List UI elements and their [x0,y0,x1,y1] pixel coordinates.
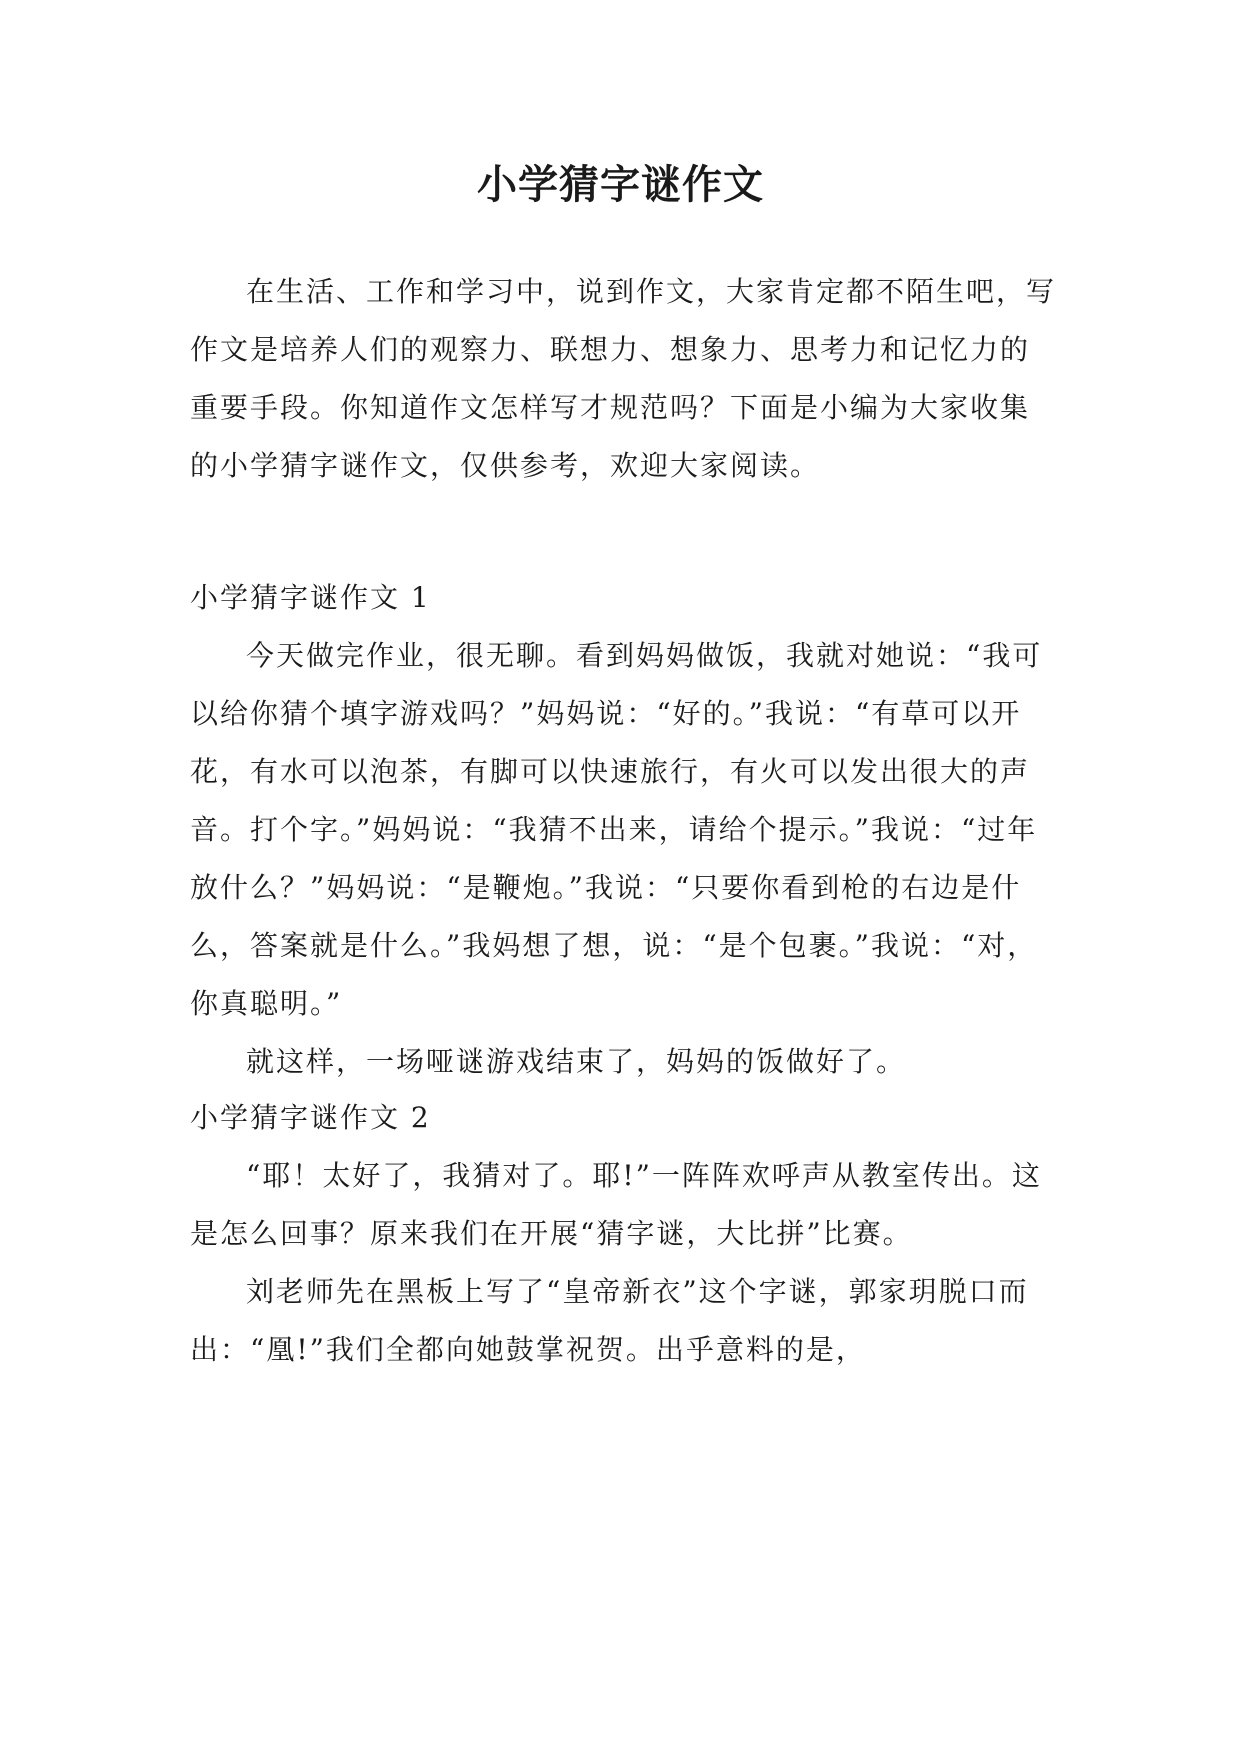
section-1-paragraph-2: 就这样，一场哑谜游戏结束了，妈妈的饭做好了。 [246,1045,907,1078]
section-2-paragraph-1: “耶！太好了，我猜对了。耶!”一阵阵欢呼声从教室传出。这是怎么回事？原来我们在开展“猜字谜，大比拼”比赛。 [190,1159,1042,1250]
intro-paragraph: 在生活、工作和学习中，说到作文，大家肯定都不陌生吧，写作文是培养人们的观察力、联想力、想象力、思考力和记忆力的重要手段。你知道作文怎样写才规范吗？下面是小编为大家收集的小学猜字谜作文，仅供参考，欢迎大家阅读。 [190,275,1057,482]
section-2-paragraph-2: 刘老师先在黑板上写了“皇帝新衣”这个字谜，郭家玥脱口而出：“凰!”我们全都向她鼓掌祝贺。出乎意料的是， [190,1275,1029,1366]
section-2 [190,1089,1056,1379]
section-1-paragraph-1: 今天做完作业，很无聊。看到妈妈做饭，我就对她说：“我可以给你猜个填字游戏吗？”妈妈说：“好的。”我说：“有草可以开花，有水可以泡茶，有脚可以快速旅行，有火可以发出很大的声音。打个字。”妈妈说：“我猜不出来，请给个提示。”我说：“过年放什么？”妈妈说：“是鞭炮。”我说：“只要你看到枪的右边是什么，答案就是什么。”我妈想了想，说：“是个包裹。”我说：“对，你真聪明。” [190,639,1043,1020]
document-title: 小学猜字谜作文 [477,161,764,208]
section-1-heading: 小学猜字谜作文 1 [190,581,431,614]
section-2-heading: 小学猜字谜作文 2 [190,1101,431,1134]
intro-block [190,263,1056,495]
section-1 [190,569,1056,1091]
